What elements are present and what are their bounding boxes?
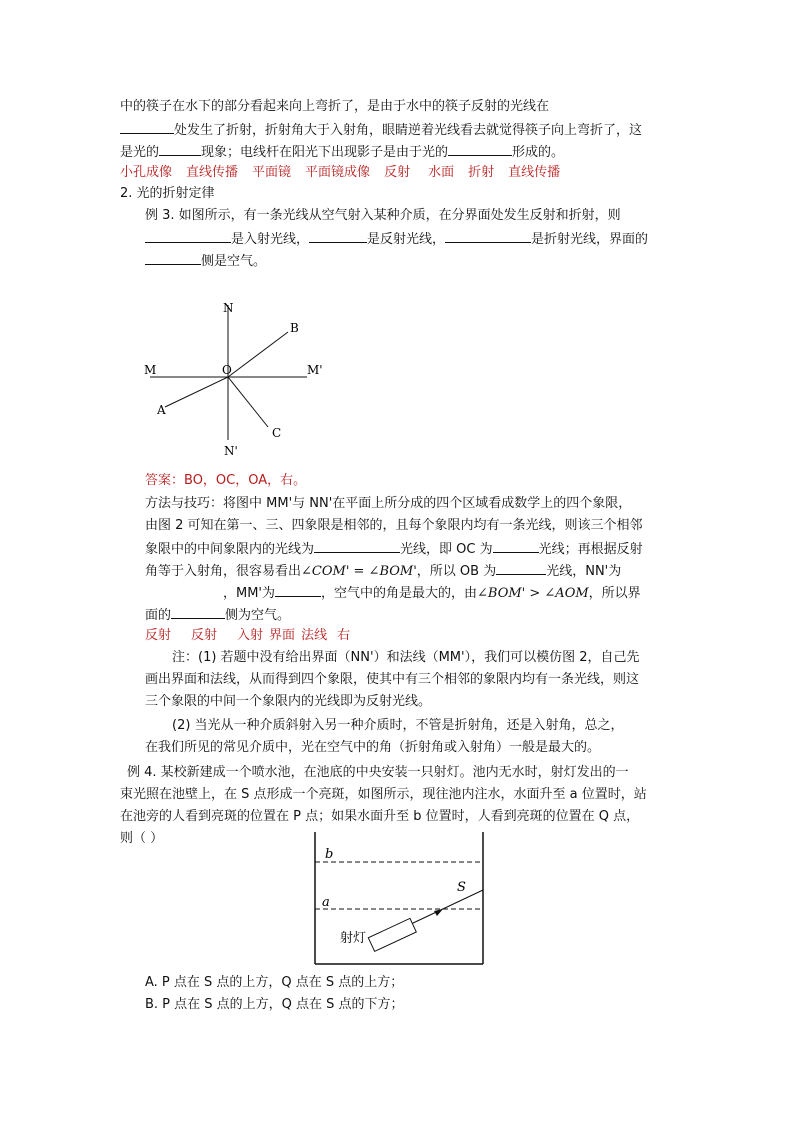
answer-line (145, 626, 350, 646)
answer-word: 小孔成像 (120, 165, 173, 180)
text: 侧是空气。 (201, 254, 267, 269)
text-line (145, 538, 643, 560)
answer-text: 答案：BO，OC，OA，右。 (145, 473, 307, 488)
label-b: b (325, 847, 334, 862)
text: ，空气中的角是最大的，由 (321, 586, 478, 601)
text-line (145, 582, 641, 604)
answer-word: 折射 (468, 165, 495, 180)
text: 侧为空气。 (225, 608, 291, 623)
fill-blank (445, 228, 531, 243)
note-line: 三个象限的中间一个象限内的光线即为反射光线。 (145, 694, 432, 709)
text: 光线，即 OC 为 (400, 542, 493, 557)
note-line: 画出界面和法线，从而得到四个象限，使其中有三个相邻的象限内均有一条光线，则这 (145, 672, 640, 687)
text: 角等于入射角，很容易看出 (145, 564, 302, 579)
label-a: a (322, 895, 330, 910)
text-line: 例 4. 某校新建成一个喷水池，在池底的中央安装一只射灯。池内无水时，射灯发出的一 (127, 765, 629, 780)
note-line: 注：(1) 若题中没有给出界面（NN'）和法线（MM'），我们可以模仿图 2，自己先 (172, 650, 640, 665)
fill-blank (171, 604, 225, 619)
note-line: 在我们所见的常见介质中，光在空气中的角（折射角或入射角）一般是最大的。 (145, 740, 601, 755)
text-line (145, 604, 290, 626)
fill-blank (496, 560, 546, 575)
text: 光线，NN'为 (546, 564, 622, 579)
text: 象限中的中间象限内的光线为 (145, 542, 315, 557)
answer-word: 右 (337, 628, 351, 643)
text: 现象；电线杆在阳光下出现影子是由于光的 (201, 145, 449, 160)
label-m-prime: M' (307, 363, 323, 377)
fill-blank (309, 228, 367, 243)
fill-blank (145, 228, 231, 243)
ray-oc (228, 377, 268, 427)
answer-word: 直线传播 (508, 165, 561, 180)
label-n-prime: N' (224, 444, 238, 458)
text: 面的 (145, 608, 172, 623)
answer-word: 直线传播 (186, 165, 239, 180)
text: ，MM'为 (223, 586, 276, 601)
text: ，所以 OB 为 (416, 564, 497, 579)
answer-word: 反射 (384, 165, 411, 180)
fill-blank (159, 141, 201, 156)
refraction-diagram (140, 290, 340, 465)
text-line (145, 560, 621, 582)
answer-word: 水面 (428, 165, 455, 180)
answer-word: 入射 (237, 628, 264, 643)
label-a: A (157, 403, 166, 417)
fill-blank (120, 119, 174, 134)
text: 中的筷子在水下的部分看起来向上弯折了，是由于水中的筷子反射的光线在 (120, 99, 550, 114)
equation: ∠BOM' > ∠AOM (477, 586, 589, 601)
text: 是光的 (120, 145, 160, 160)
blank-space (145, 583, 223, 597)
fill-blank (275, 582, 321, 597)
text-line (145, 516, 643, 536)
text: 是折射光线，界面的 (531, 232, 649, 247)
label-m: M (144, 363, 157, 377)
answer-word: 平面镜 (252, 165, 292, 180)
text-line (120, 97, 549, 117)
text-line (145, 494, 631, 514)
label-n: N (223, 301, 234, 315)
text-line: 束光照在池壁上，在 S 点形成一个亮斑，如图所示，现往池内注水，水面升至 a 位置时，站 (120, 787, 647, 802)
text-line: 在池旁的人看到亮斑的位置在 P 点；如果水面升至 b 位置时，人看到亮斑的位置在 Q 点， (120, 809, 640, 824)
text: 形成的。 (512, 145, 565, 160)
fill-blank (493, 538, 539, 553)
option-a: A. P 点在 S 点的上方，Q 点在 S 点的上方； (145, 975, 404, 990)
text-line: 则（ ） (120, 831, 164, 846)
text: 是入射光线， (231, 232, 310, 247)
text: 方法与技巧：将图中 MM'与 NN'在平面上所分成的四个区域看成数学上的四个象限， (145, 496, 632, 511)
answer-word: 反射 (145, 628, 172, 643)
answer-word: 反射 (191, 628, 218, 643)
answer-word: 法线 (301, 628, 328, 643)
option-b: B. P 点在 S 点的上方，Q 点在 S 点的下方； (145, 997, 404, 1012)
label-b: B (290, 321, 299, 335)
text: 由图 2 可知在第一、三、四象限是相邻的，且每个象限内均有一条光线，则该三个相邻 (145, 518, 643, 533)
text: 是反射光线， (367, 232, 446, 247)
label-c: C (272, 426, 282, 440)
section-heading: 2. 光的折射定律 (120, 186, 215, 201)
text-line (145, 250, 266, 272)
answer-word: 平面镜成像 (305, 165, 371, 180)
fountain-diagram (305, 828, 495, 970)
label-lamp: 射灯 (340, 931, 367, 946)
equation: ∠COM' = ∠BOM' (301, 564, 417, 579)
fill-blank (448, 141, 512, 156)
answer-line (120, 163, 560, 183)
answer-word: 界面 (269, 628, 296, 643)
note-line: (2) 当光从一种介质斜射入另一种介质时，不管是折射角，还是入射角，总之， (172, 718, 624, 733)
text-line (120, 119, 642, 141)
ray-ob (228, 332, 288, 377)
lamp-body (368, 918, 416, 951)
text: 处发生了折射，折射角大于入射角，眼睛逆着光线看去就觉得筷子向上弯折了，这 (174, 123, 643, 138)
lamp (368, 918, 416, 951)
ray-oa (165, 377, 228, 407)
text: 光线；再根据反射 (538, 542, 643, 557)
fill-blank (145, 250, 201, 265)
label-s: S (457, 880, 466, 895)
text-line (145, 206, 621, 226)
text: 例 3. 如图所示，有一条光线从空气射入某种介质，在分界面处发生反射和折射，则 (145, 208, 621, 223)
beam-arrow-icon (434, 909, 443, 916)
text: ，所以界 (588, 586, 641, 601)
light-beam (411, 890, 483, 924)
fill-blank (314, 538, 400, 553)
label-o: O (222, 363, 232, 377)
text-line (120, 141, 564, 163)
text-line (145, 228, 648, 250)
